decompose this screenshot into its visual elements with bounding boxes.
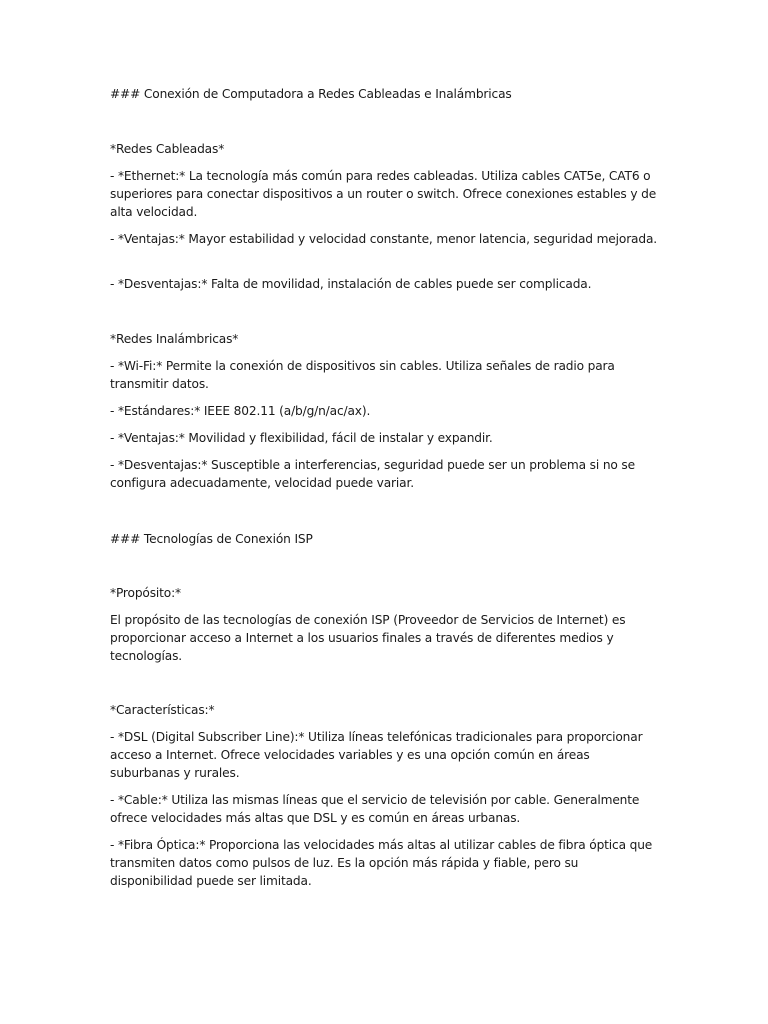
wireless-networks-title: *Redes Inalámbricas* (110, 332, 239, 346)
section-heading-isp: ### Tecnologías de Conexión ISP (110, 532, 313, 546)
wifi-paragraph: - *Wi-Fi:* Permite la conexión de dispositivos sin cables. Utiliza señales de radio para transmitir datos. (110, 359, 615, 391)
fiber-paragraph: - *Fibra Óptica:* Proporciona las velocidades más altas al utilizar cables de fibra óptica que transmiten datos como pulsos de luz. Es la opción más rápida y fiable, pero su disponibilidad puede ser limitada. (110, 838, 653, 888)
purpose-title: *Propósito:* (110, 586, 181, 600)
cable-paragraph: - *Cable:* Utiliza las mismas líneas que el servicio de televisión por cable. Generalmente ofrece velocidades más altas que DSL y es común en áreas urbanas. (110, 793, 640, 825)
features-title: *Características:* (110, 703, 215, 717)
wireless-disadvantages-paragraph: - *Desventajas:* Susceptible a interferencias, seguridad puede ser un problema si no se configura adecuadamente, velocidad puede variar. (110, 458, 635, 490)
wireless-standards-paragraph: - *Estándares:* IEEE 802.11 (a/b/g/n/ac/ax). (110, 404, 371, 418)
purpose-paragraph: El propósito de las tecnologías de conexión ISP (Proveedor de Servicios de Internet) es proporcionar acceso a Internet a los usuarios finales a través de diferentes medios y tecnologías. (110, 613, 626, 663)
wireless-advantages-paragraph: - *Ventajas:* Movilidad y flexibilidad, fácil de instalar y expandir. (110, 431, 493, 445)
section-heading-wired-wireless: ### Conexión de Computadora a Redes Cableadas e Inalámbricas (110, 87, 512, 101)
dsl-paragraph: - *DSL (Digital Subscriber Line):* Utiliza líneas telefónicas tradicionales para proporcionar acceso a Internet. Ofrece velocidades variables y es una opción común en áreas suburbanas y rurales. (110, 730, 643, 780)
ethernet-paragraph: - *Ethernet:* La tecnología más común para redes cableadas. Utiliza cables CAT5e, CAT6 o superiores para conectar dispositivos a un router o switch. Ofrece conexiones estables y de alta velocidad. (110, 169, 657, 219)
wired-networks-title: *Redes Cableadas* (110, 142, 225, 156)
wired-disadvantages-paragraph: - *Desventajas:* Falta de movilidad, instalación de cables puede ser complicada. (110, 277, 592, 291)
wired-advantages-paragraph: - *Ventajas:* Mayor estabilidad y velocidad constante, menor latencia, seguridad mejorada. (110, 232, 657, 246)
